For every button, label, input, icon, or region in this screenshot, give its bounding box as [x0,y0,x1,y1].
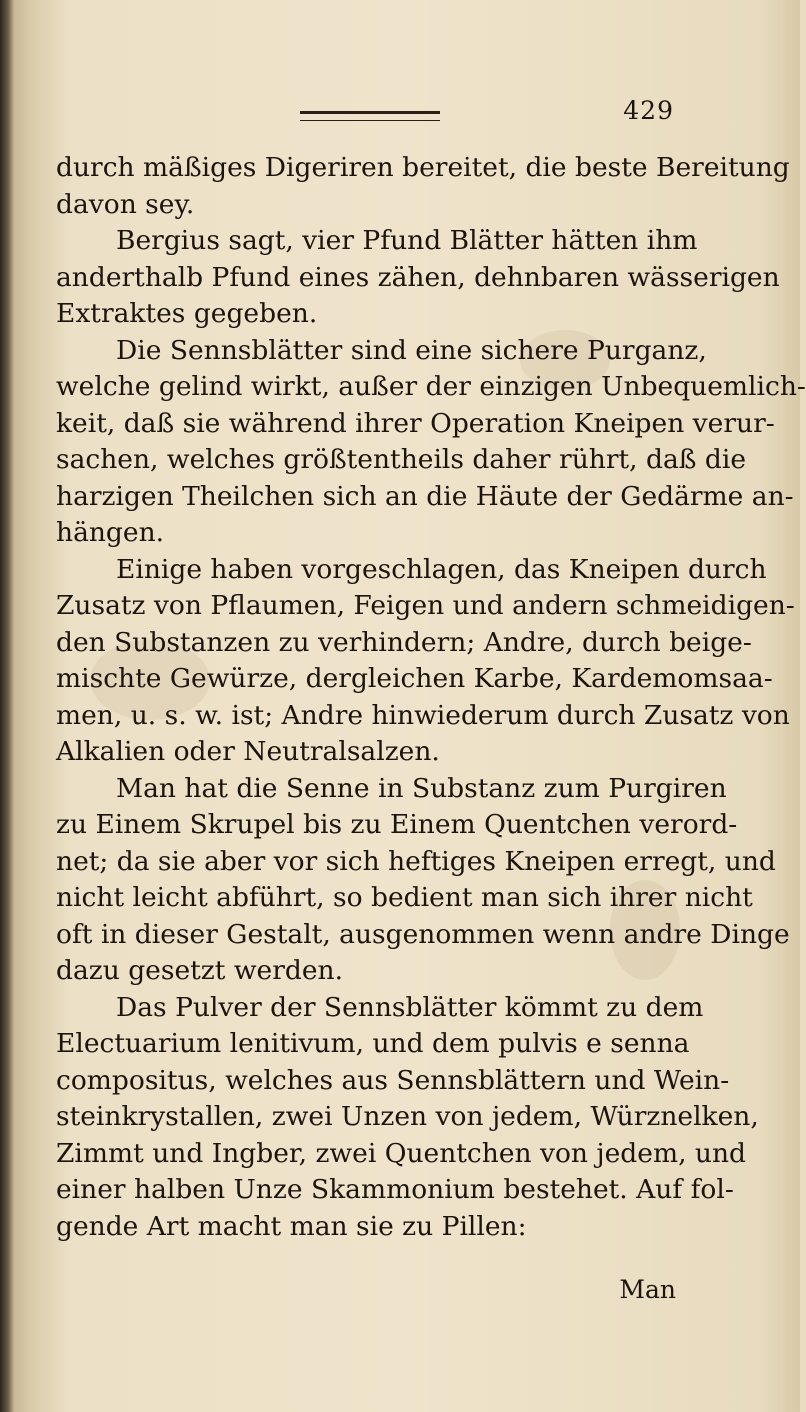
text-line: anderthalb Pfund eines zähen, dehnbaren wässerigen [56,261,780,293]
text-line: sachen, welches größtentheils daher rührt, daß die [56,444,746,475]
text-line: Bergius sagt, vier Pfund Blätter hätten ihm [116,225,698,256]
text-line: davon sey. [56,188,195,220]
text-line: dazu gesetzt werden. [56,955,343,986]
text-line: zu Einem Skrupel bis zu Einem Quentchen verord- [56,809,738,840]
header-rule [300,111,440,121]
book-spine-shadow [0,0,14,1412]
text-line: net; da sie aber vor sich heftiges Kneipen erregt, und [56,845,776,877]
text-line: Zimmt und Ingber, zwei Quentchen von jedem, und [56,1137,747,1169]
text-line: Das Pulver der Sennsblätter kömmt zu dem [116,991,704,1023]
text-line: keit, daß sie während ihrer Operation Kneipen verur- [56,407,775,439]
text-line: nicht leicht abführt, so bedient man sich ihrer nicht [56,882,753,913]
text-line: men, u. s. w. ist; Andre hinwiederum durch Zusatz von [56,699,790,731]
text-line: steinkrystallen, zwei Unzen von jedem, Würznelken, [56,1101,759,1132]
text-line: Man hat die Senne in Substanz zum Purgiren [116,772,727,804]
text-line: gende Art macht man sie zu Pillen: [56,1210,527,1242]
text-line: harzigen Theilchen sich an die Häute der Gedärme an- [56,480,794,512]
text-line: compositus, welches aus Sennsblättern und Wein- [56,1064,730,1096]
text-line: Zusatz von Pflaumen, Feigen und andern schmeidigen- [56,590,795,621]
text-line: Extraktes gegeben. [56,298,318,329]
text-line: welche gelind wirkt, außer der einzigen Unbequemlich- [56,371,806,402]
text-line: durch mäßiges Digeriren bereitet, die beste Bereitung [56,152,790,183]
text-line: mischte Gewürze, dergleichen Karbe, Kardemomsaa- [56,663,773,694]
text-line: den Substanzen zu verhindern; Andre, durch beige- [56,626,752,658]
text-line: Einige haben vorgeschlagen, das Kneipen durch [116,553,767,585]
text-line: Electuarium lenitivum, und dem pulvis e senna [56,1028,690,1059]
catchword: Man [619,1275,676,1304]
text-line: Alkalien oder Neutralsalzen. [56,736,440,767]
text-line: oft in dieser Gestalt, ausgenommen wenn andre Dinge [56,918,790,950]
page-number: 429 [623,96,674,125]
text-line: einer halben Unze Skammonium bestehet. Auf fol- [56,1174,734,1205]
text-line: Die Sennsblätter sind eine sichere Purganz, [116,334,707,366]
text-line: hängen. [56,517,165,548]
body-text [56,150,806,1245]
